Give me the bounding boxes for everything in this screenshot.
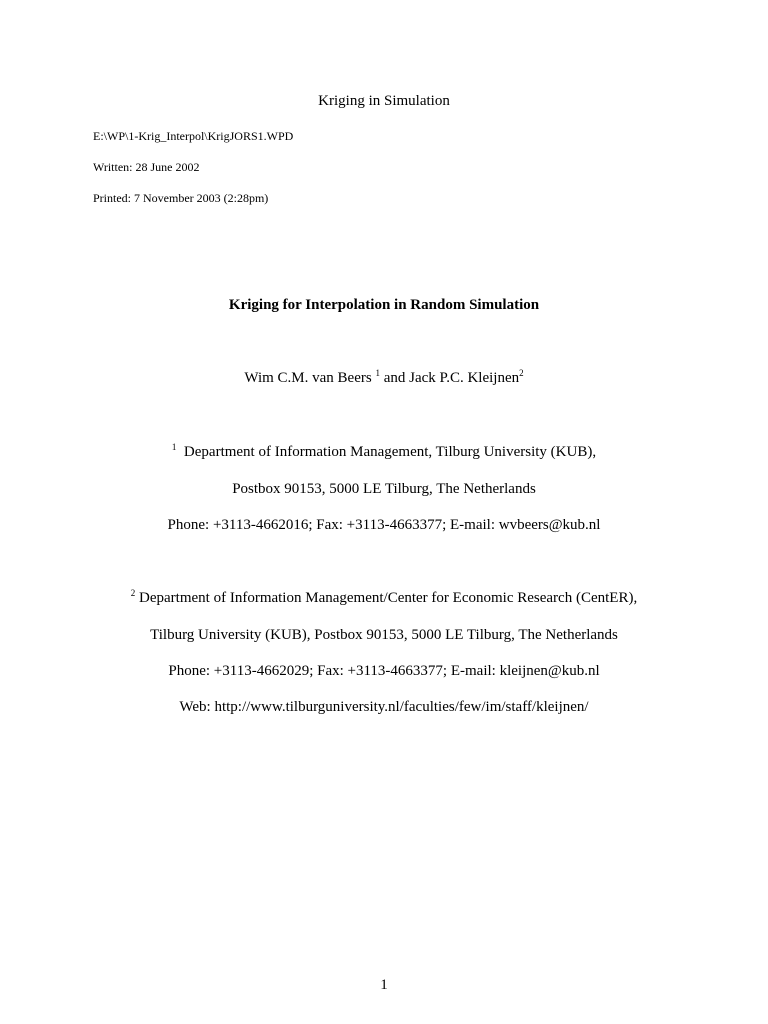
running-header-title: Kriging in Simulation	[318, 93, 450, 109]
affiliation-2-web: Web: http://www.tilburguniversity.nl/faculties/few/im/staff/kleijnen/	[179, 699, 589, 715]
file-path: E:\WP\1-Krig_Interpol\KrigJORS1.WPD	[93, 129, 294, 143]
affiliation-mark: 1	[375, 368, 380, 378]
affiliation-mark: 1	[171, 442, 177, 452]
affiliation-text: Department of Information Management/Center for Economic Research (CentER),	[139, 590, 638, 606]
affiliation-2-contact: Phone: +3113-4662029; Fax: +3113-4663377; E-mail: kleijnen@kub.nl	[168, 663, 600, 679]
affiliation-1-line-2: Postbox 90153, 5000 LE Tilburg, The Netherlands	[232, 481, 536, 497]
affiliation-text: Department of Information Management, Tilburg University (KUB),	[183, 444, 597, 460]
paper-title: Kriging for Interpolation in Random Simulation	[228, 297, 540, 313]
author-name: Jack P.C. Kleijnen	[409, 370, 520, 386]
printed-date: Printed: 7 November 2003 (2:28pm)	[93, 191, 269, 205]
affiliation-1-line-1	[0, 444, 768, 461]
author-line	[0, 370, 768, 387]
author-name: Wim C.M. van Beers	[244, 370, 372, 386]
author-joiner: and	[383, 370, 406, 386]
written-date: Written: 28 June 2002	[93, 160, 200, 174]
affiliation-mark: 2	[130, 588, 136, 598]
page-number: 1	[380, 977, 388, 993]
affiliation-2-line-2: Tilburg University (KUB), Postbox 90153, 5000 LE Tilburg, The Netherlands	[150, 627, 618, 643]
affiliation-mark: 2	[519, 368, 524, 378]
affiliation-2-line-1	[0, 590, 768, 607]
affiliation-1-contact: Phone: +3113-4662016; Fax: +3113-4663377; E-mail: wvbeers@kub.nl	[167, 517, 601, 533]
